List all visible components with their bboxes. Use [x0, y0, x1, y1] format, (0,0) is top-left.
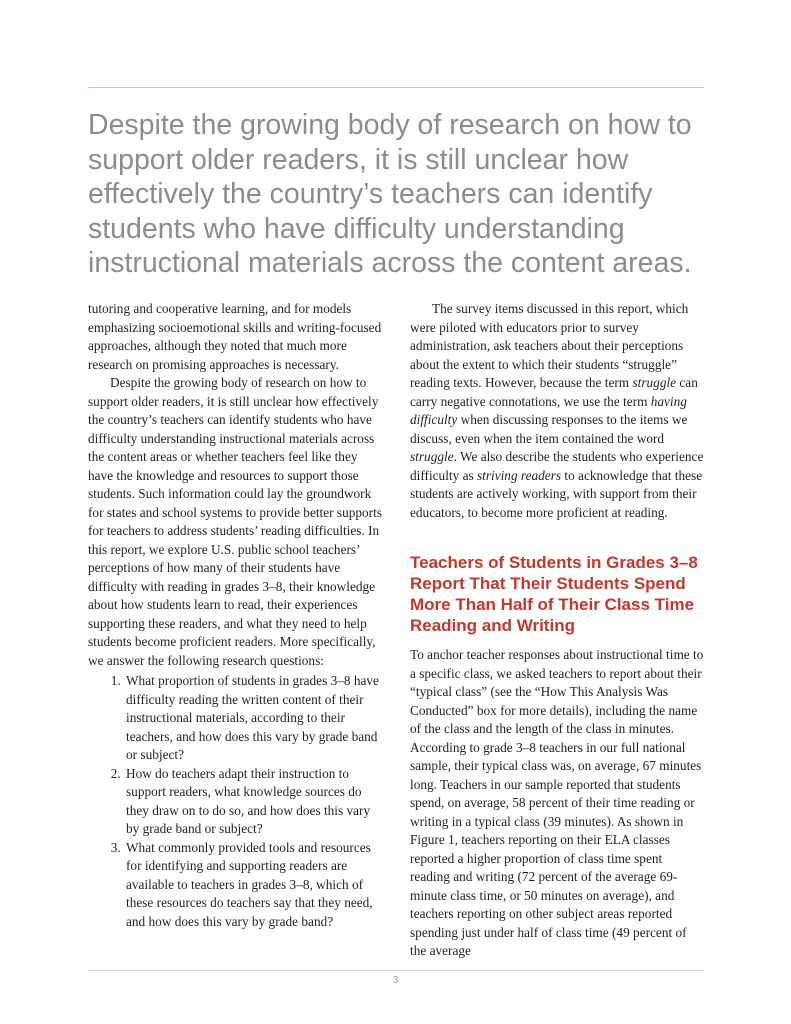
- text-run: . We also describe the students who experience difficulty as: [410, 449, 704, 483]
- top-divider: [88, 87, 704, 88]
- right-paragraph-2: To anchor teacher responses about instructional time to a specific class, we asked teachers to report about their “typical class” (see the “How This Analysis Was Conducted” box for more details), including the name of the class and the length of the class in minutes. According to grade 3–8 teachers in our full national sample, their typical class was, on average, 67 minutes long. Teachers in our sample reported that students spend, on average, 58 percent of their time reading or writing in a typical class (39 minutes). As shown in Figure 1, teachers reporting on their ELA classes reported a higher proportion of class time spent reading and writing (72 percent of the average 69-minute class time, or 50 minutes on average), and teachers reporting on other subject areas reported spending just under half of class time (49 percent of the average: [410, 647, 704, 958]
- emphasis-having-difficulty: having difficulty: [410, 393, 687, 427]
- emphasis-struggle: struggle: [632, 375, 677, 390]
- right-paragraph-1: [410, 300, 705, 522]
- left-column: [88, 300, 383, 931]
- pull-quote: Despite the growing body of research on how to support older readers, it is still unclear how effectively the country’s teachers can identify students who have difficulty understanding instructional materials across the content areas.: [88, 109, 692, 279]
- emphasis-striving-readers: striving readers: [476, 467, 562, 483]
- research-question-3: 3. What commonly provided tools and resources for identifying and supporting readers are available to teachers in grades 3–8, which of these resources do teachers say that they need, and how does this vary by grade band?: [124, 839, 383, 932]
- emphasis-struggle-2: struggle: [410, 449, 454, 464]
- research-questions-list: [88, 672, 383, 931]
- left-paragraph-1: tutoring and cooperative learning, and for models emphasizing socioemotional skills and writing-focused approaches, although they noted that much more research on promising approaches is necessary.: [88, 301, 382, 372]
- text-run: when discussing responses to the items we discuss, even when the item contained the word: [410, 412, 688, 446]
- right-column: [410, 300, 705, 961]
- page-number: 3: [392, 975, 399, 986]
- text-run: The survey items discussed in this report, which were piloted with educators prior to survey administration, ask teachers about their perceptions about the extent to which their students “struggle” reading texts. However, because the term: [410, 301, 689, 390]
- text-run: can carry negative connotations, we use the term: [410, 375, 698, 409]
- left-paragraph-2: Despite the growing body of research on how to support older readers, it is still unclear how effectively the country’s teachers can identify students who have difficulty understanding instructional materials across the content areas or whether teachers feel like they have the knowledge and resources to support those students. Such information could lay the groundwork for states and school systems to provide better supports for teachers to address students’ reading difficulties. In this report, we explore U.S. public school teachers’ perceptions of how many of their students have difficulty with reading in grades 3–8, their knowledge about how students learn to read, their experiences supporting these readers, and what they need to help students become proficient readers. More specifically, we answer the following research questions:: [88, 375, 382, 668]
- bottom-divider: [88, 970, 704, 971]
- research-question-2: 2. How do teachers adapt their instruction to support readers, what knowledge sources do they draw on to do so, and how does this vary by grade band or subject?: [124, 765, 383, 839]
- text-run: to acknowledge that these students are actively working, with support from their educators, to become more proficient at reading.: [410, 467, 703, 520]
- section-heading: Teachers of Students in Grades 3–8 Report That Their Students Spend More Than Half of Their Class Time Reading and Writing: [410, 553, 698, 635]
- research-question-1: 1. What proportion of students in grades 3–8 have difficulty reading the written content of their instructional materials, according to their teachers, and how does this vary by grade band or subject?: [124, 672, 383, 765]
